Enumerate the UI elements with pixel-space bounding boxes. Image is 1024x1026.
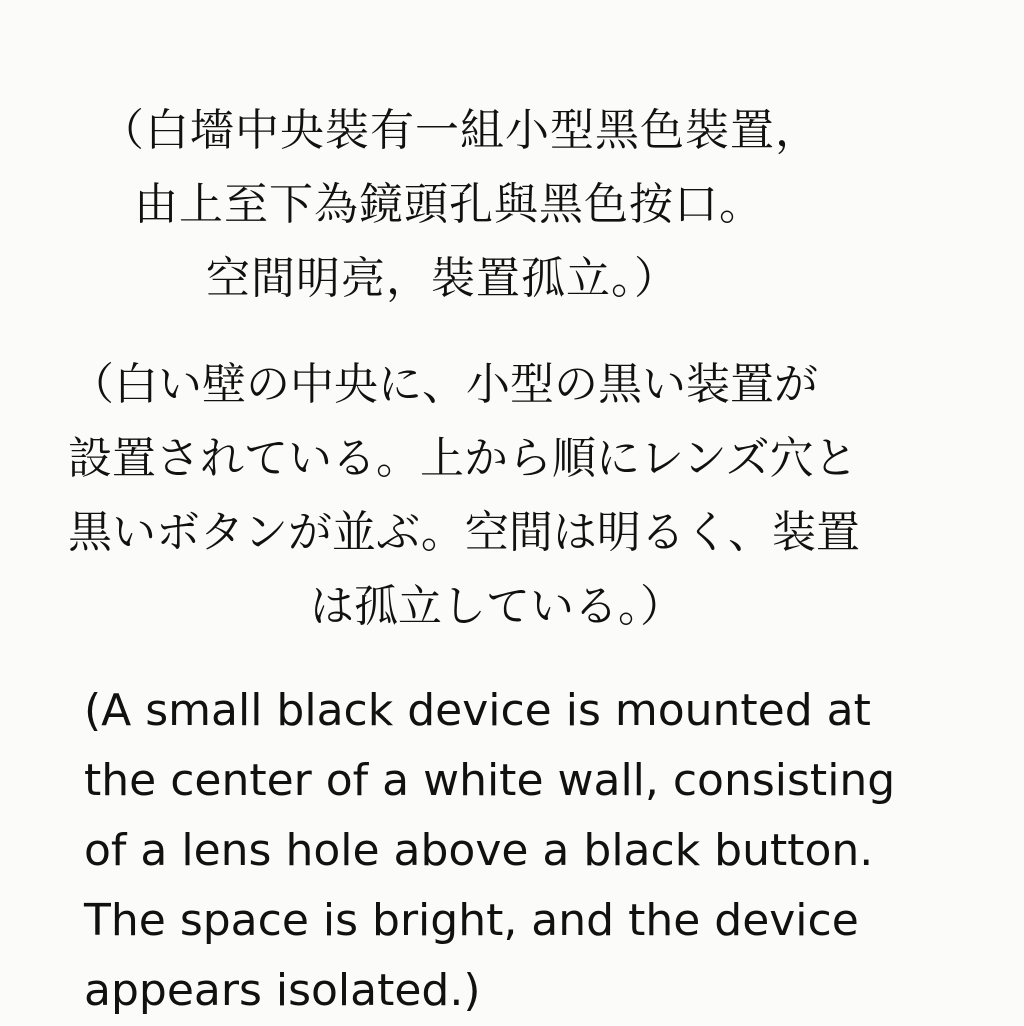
japanese-line-3: 黒いボタンが並ぶ。空間は明るく、装置 [68, 507, 860, 558]
japanese-line-2: 設置されている。上から順にレンズ穴と [68, 433, 858, 484]
english-line-5: appears isolated.) [84, 965, 481, 1016]
japanese-line-4: は孤立している。） [310, 581, 684, 632]
japanese-line-1: （白い壁の中央に、小型の黒い装置が [70, 359, 818, 410]
english-line-1: (A small black device is mounted at [84, 685, 871, 736]
chinese-line-1: （白墻中央裝有一組小型黑色裝置， [100, 105, 820, 156]
english-line-2: the center of a white wall, consisting [84, 755, 896, 806]
chinese-line-2: 由上至下為鏡頭孔與黑色按口。 [134, 179, 764, 230]
chinese-line-3: 空間明亮，裝置孤立。） [206, 253, 679, 304]
english-line-4: The space is bright, and the device [84, 895, 859, 946]
english-line-3: of a lens hole above a black button. [84, 825, 874, 876]
